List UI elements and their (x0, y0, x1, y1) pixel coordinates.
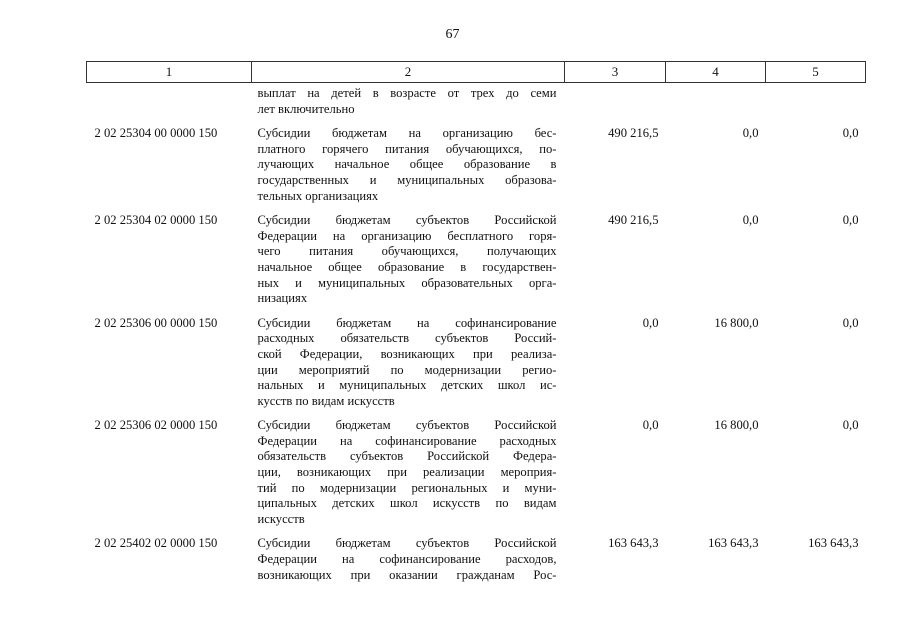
description-line: лучающих начальное общее образование в (257, 157, 557, 172)
amount-column-4: 0,0 (742, 126, 759, 141)
budget-code: 2 02 25304 00 0000 150 (94, 126, 218, 141)
table-row (87, 310, 866, 413)
column-number-2: 2 (252, 62, 565, 83)
revenue-description (252, 530, 565, 586)
amount-column-3: 0,0 (642, 315, 659, 330)
table-header-row (87, 62, 866, 83)
table-row (87, 83, 866, 121)
budget-code (87, 83, 252, 121)
description-line: начальное общее образование в государствен- (257, 259, 557, 274)
description-line: Субсидии бюджетам субъектов Российской (257, 418, 557, 433)
amount-column-4 (666, 83, 766, 121)
description-line: нальных и муниципальных детских школ ис- (257, 378, 557, 393)
description-line: кусств по видам искусств (257, 393, 395, 408)
amount-column-3: 163 643,3 (608, 536, 659, 551)
description-line: лет включительно (257, 101, 355, 116)
amount-column-3: 490 216,5 (608, 126, 659, 141)
description-line: ской Федерации, возникающих при реализа- (257, 346, 557, 361)
amount-column-3 (565, 83, 666, 121)
description-line: низациях (257, 291, 308, 306)
budget-table (86, 61, 866, 586)
description-line: выплат на детей в возрасте от трех до семи (257, 86, 557, 100)
description-line: Субсидии бюджетам субъектов Российской (257, 536, 557, 551)
table-row (87, 530, 866, 586)
amount-column-4: 16 800,0 (714, 418, 759, 433)
budget-code: 2 02 25304 02 0000 150 (94, 213, 218, 228)
description-line: Федерации на софинансирование расходных (257, 433, 557, 448)
column-number-3: 3 (565, 62, 666, 83)
description-line: Федерации на организацию бесплатного горя- (257, 228, 557, 243)
page-number: 67 (445, 27, 460, 42)
column-number-5: 5 (766, 62, 866, 83)
amount-column-4: 16 800,0 (714, 315, 759, 330)
revenue-description (252, 310, 565, 413)
budget-code: 2 02 25306 00 0000 150 (94, 315, 218, 330)
revenue-description (252, 207, 565, 310)
amount-column-5: 0,0 (842, 315, 859, 330)
table-row (87, 207, 866, 310)
amount-column-5: 0,0 (842, 213, 859, 228)
revenue-description (252, 412, 565, 530)
description-line: ции мероприятий по модернизации регио- (257, 362, 557, 377)
description-line: Федерации на софинансирование расходов, (257, 552, 557, 567)
description-line: ципальных детских школ искусств по видам (257, 496, 557, 511)
description-line: ции, возникающих при реализации мероприя- (257, 465, 557, 480)
table-row (87, 412, 866, 530)
description-line: расходных обязательств субъектов Россий- (257, 331, 557, 346)
column-number-1: 1 (87, 62, 252, 83)
amount-column-3: 490 216,5 (608, 213, 659, 228)
description-line: Субсидии бюджетам субъектов Российской (257, 213, 557, 228)
revenue-description (252, 120, 565, 207)
amount-column-5: 163 643,3 (808, 536, 859, 551)
amount-column-4: 163 643,3 (708, 536, 759, 551)
description-line: ных и муниципальных образовательных орга- (257, 275, 557, 290)
description-line: платного горячего питания обучающихся, по- (257, 141, 557, 156)
revenue-description (252, 83, 565, 121)
column-number-4: 4 (666, 62, 766, 83)
amount-column-4: 0,0 (742, 213, 759, 228)
description-line: тий по модернизации региональных и муни- (257, 480, 557, 495)
amount-column-5: 0,0 (842, 418, 859, 433)
description-line: обязательств субъектов Российской Федера- (257, 449, 557, 464)
amount-column-3: 0,0 (642, 418, 659, 433)
budget-code: 2 02 25402 02 0000 150 (94, 536, 218, 551)
description-line: чего питания обучающихся, получающих (257, 244, 557, 259)
description-line: государственных и муниципальных образова- (257, 172, 557, 187)
amount-column-5 (766, 83, 866, 121)
description-line: Субсидии бюджетам на софинансирование (257, 315, 557, 330)
description-line: Субсидии бюджетам на организацию бес- (257, 126, 557, 141)
description-line: тельных организациях (257, 188, 379, 203)
budget-code: 2 02 25306 02 0000 150 (94, 418, 218, 433)
amount-column-5: 0,0 (842, 126, 859, 141)
description-line: искусств (257, 511, 305, 526)
description-line: возникающих при оказании гражданам Рос- (257, 567, 557, 582)
table-row (87, 120, 866, 207)
